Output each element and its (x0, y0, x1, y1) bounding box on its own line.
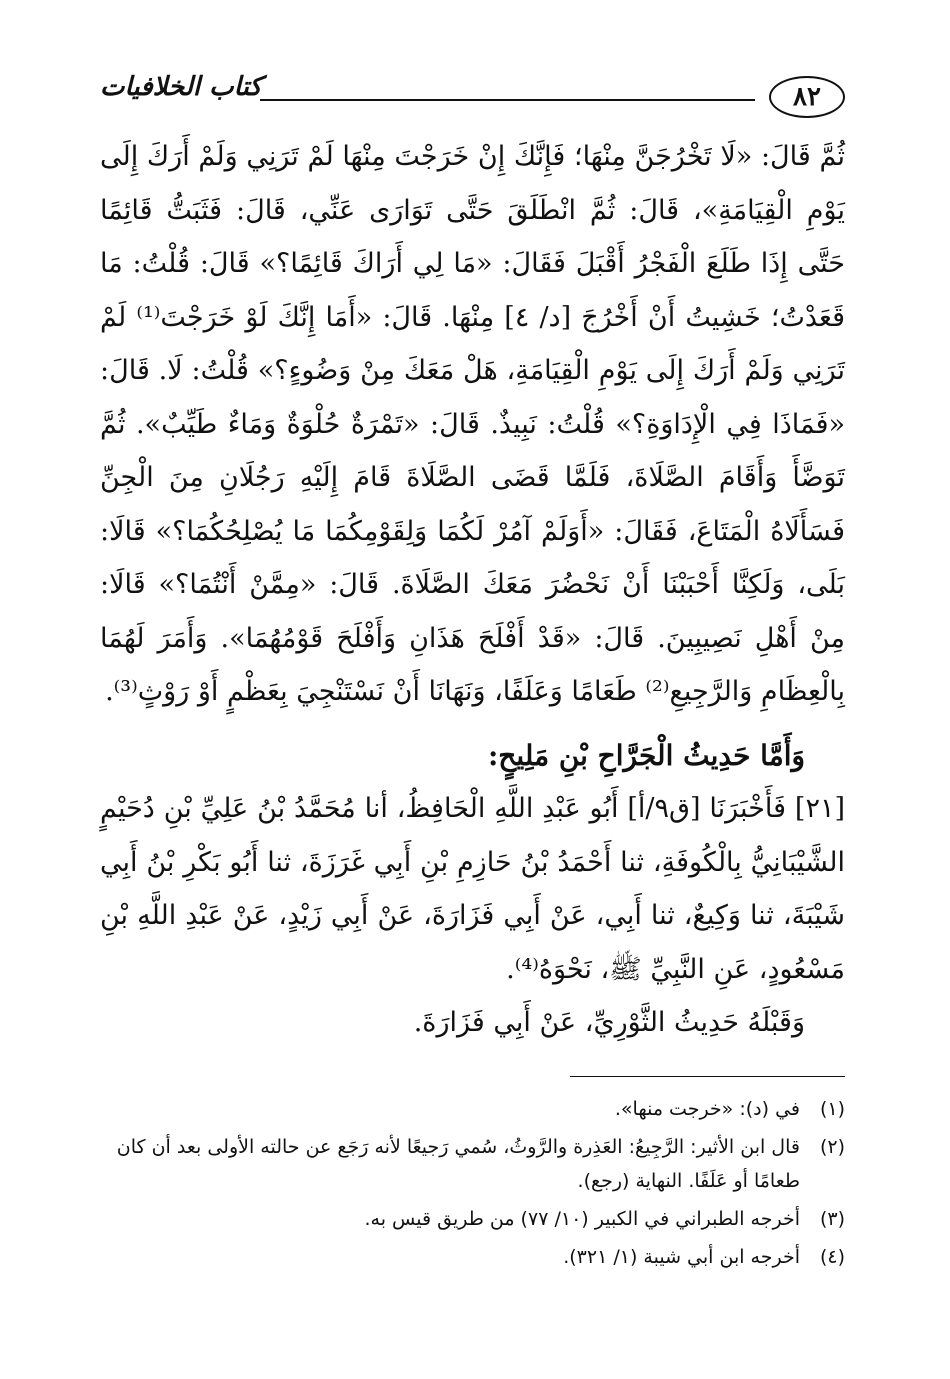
text-line: أَخْرُجَ [د/ ٤] مِنْهَا. قَالَ: «أَمَا إِنَّكَ لَوْ خَرَجْتَ⁽¹⁾ لَمْ تَرَنِي وَلَمْ أَرَكَ إِلَى يَوْمِ (100, 301, 845, 386)
footnote-number: (٣) (819, 1208, 845, 1230)
text-line: قَوْمُهُمَا». وَأَمَرَ لَهُمَا بِالْعِظَامِ وَالرَّجِيعِ⁽²⁾ طَعَامًا وَعَلَفًا، وَنَهَانَا أَنْ نَسْتَنْجِيَ (100, 622, 845, 707)
text-line: وَلِقَوْمِكُمَا مَا يُصْلِحُكُمَا؟» قَالَا: بَلَى، وَلَكِنَّا أَحْبَبْنَا أَنْ نَحْضُرَ مَعَكَ الصَّلَاةَ. (100, 515, 846, 600)
page-number: ٨٢ (769, 76, 845, 118)
footnote-number: (٤) (819, 1246, 845, 1268)
footnote (100, 1130, 845, 1198)
footnote-text: قال ابن الأثير: الرَّجِيعُ: العَذِرة والرَّوثُ، سُمي رَجيعًا لأنه رَجَع عن حالته الأولى بعد أن كان طعامًا أو عَلَفًا. النهاية (رجع). (116, 1136, 800, 1192)
text-line: بِعَظْمٍ أَوْ رَوْثٍ⁽³⁾. (105, 676, 288, 707)
header-rule (260, 99, 755, 101)
text-line: الْقِيَامَةِ»، قَالَ: ثُمَّ انْطَلَقَ حَتَّى تَوَارَى عَنِّي، قَالَ: فَثَبَتُّ قَائِمًا حَتَّى إِذَا طَلَعَ (100, 194, 845, 279)
footnote (100, 1240, 845, 1274)
footnote-number: (١) (819, 1098, 845, 1120)
text-line: ثُمَّ قَالَ: «لَا تَخْرُجَنَّ مِنْهَا؛ فَإِنَّكَ إِنْ خَرَجْتَ مِنْهَا لَمْ تَرَنِي وَلَمْ أَرَكَ إِلَى يَوْمِ (100, 141, 845, 226)
text-line: الصَّلَاةَ قَامَ إِلَيْهِ رَجُلَانِ مِنَ الْجِنِّ فَسَأَلَاهُ الْمَتَاعَ، فَقَالَ: «أَوَلَمْ آمُرْ لَكُمَا (100, 462, 845, 547)
footnote (100, 1202, 845, 1236)
section-heading: وَأَمَّا حَدِيثُ الْجَرَّاحِ بْنِ مَلِيحٍ: (487, 738, 805, 772)
text-line: النَّبِيِّ ﷺ، نَحْوَهُ⁽⁴⁾. (506, 953, 705, 985)
text-line: الْقِيَامَةِ، هَلْ مَعَكَ مِنْ وَضُوءٍ؟» قُلْتُ: لَا. قَالَ: «فَمَاذَا فِي الْإِدَاوَةِ؟» قُلْتُ: (100, 355, 845, 440)
footnote (100, 1092, 845, 1126)
text-line: [٢١] فَأَخْبَرَنَا [ق٩/أ] أَبُو عَبْدِ اللَّهِ الْحَافِظُ، أنا مُحَمَّدُ بْنُ عَلِيِّ بْنِ دُحَيْمٍ (100, 793, 845, 824)
main-text (100, 130, 845, 1050)
footnote-separator (570, 1076, 845, 1077)
running-title: كتاب الخلافيات (100, 72, 262, 102)
text-line: ثنا وَكِيعٌ، ثنا أَبِي، عَنْ أَبِي فَزَارَةَ، عَنْ أَبِي زَيْدٍ، عَنْ عَبْدِ اللَّهِ بْنِ مَسْعُودٍ، عَنِ (100, 900, 845, 985)
footnotes (100, 1092, 845, 1278)
paragraph-isnad (100, 782, 845, 996)
paragraph-hadith-text (100, 130, 845, 719)
page-header (100, 70, 845, 126)
text-line: الْفَجْرُ أَقْبَلَ فَقَالَ: «مَا لِي أَرَاكَ قَائِمًا؟» قَالَ: قُلْتُ: مَا قَعَدْتُ؛ خَشِيتُ أَنْ (100, 248, 845, 333)
footnote-text: في (د): «خرجت منها». (614, 1098, 800, 1120)
footnote-text: أخرجه الطبراني في الكبير (١٠/ ٧٧) من طريق قيس به. (364, 1208, 800, 1230)
footnote-number: (٢) (819, 1136, 845, 1158)
paragraph-closing: وَقَبْلَهُ حَدِيثُ الثَّوْرِيِّ، عَنْ أَبِي فَزَارَةَ. (413, 1007, 805, 1038)
text-line: قَالَ: «مِمَّنْ أَنْتُمَا؟» قَالَا: مِنْ أَهْلِ نَصِيبِينَ. قَالَ: «قَدْ أَفْلَحَ هَذَانِ وَأَفْلَحَ (100, 569, 845, 654)
text-line: الشَّيْبَانِيُّ بِالْكُوفَةِ، ثنا أَحْمَدُ بْنُ حَازِمِ بْنِ أَبِي غَرَزَةَ، ثنا أَبُو بَكْرِ بْنُ أَبِي شَيْبَةَ، (100, 846, 845, 931)
text-line: نَبِيذٌ. قَالَ: «تَمْرَةٌ حُلْوَةٌ وَمَاءٌ طَيِّبٌ». ثُمَّ تَوَضَّأَ وَأَقَامَ الصَّلَاةَ، فَلَمَّا قَضَى (100, 408, 845, 493)
footnote-text: أخرجه ابن أبي شيبة (١/ ٣٢١). (563, 1246, 800, 1268)
